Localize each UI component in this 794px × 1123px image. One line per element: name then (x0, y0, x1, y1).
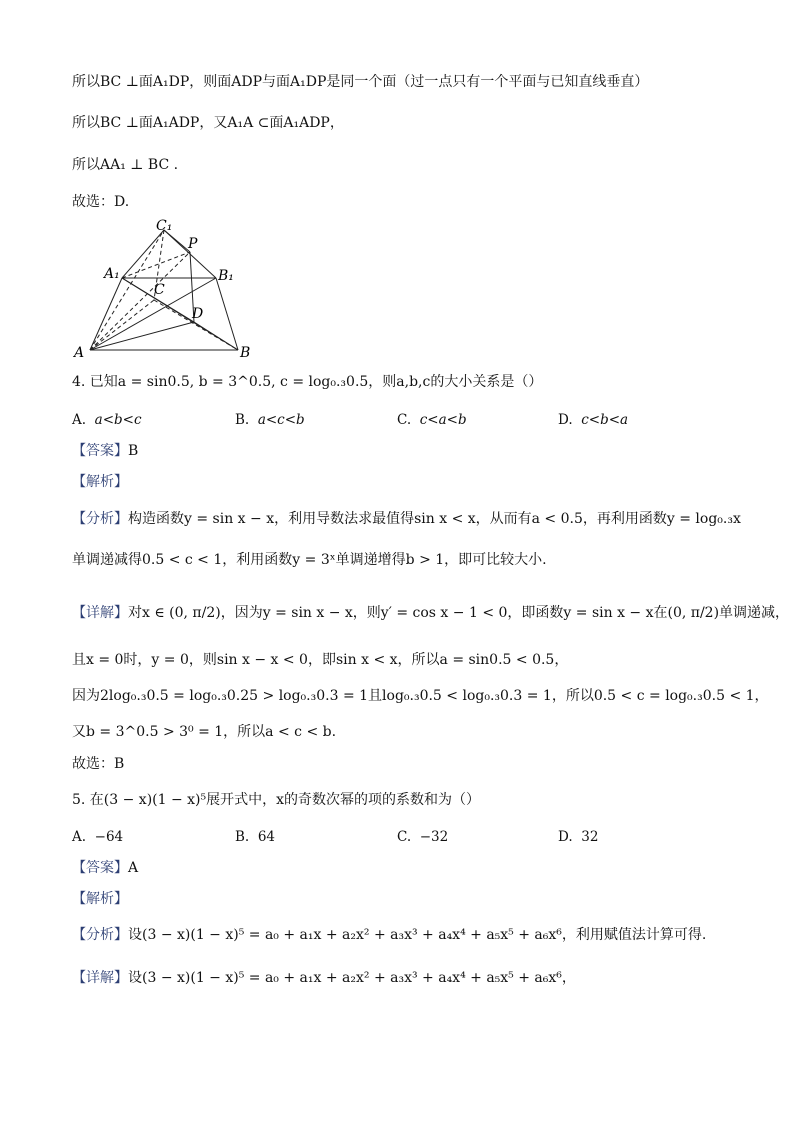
q5-answer: 【答案】A (72, 860, 139, 876)
q4-option-c: C. c<a<b (397, 412, 467, 428)
q5-option-c: C. −32 (397, 829, 449, 845)
q5-fenxi: 【分析】设(3 − x)(1 − x)⁵ = a₀ + a₁x + a₂x² + a₃x³ + a₄x⁴ + a₅x⁵ + a₆x⁶，利用赋值法计算可得. (72, 927, 707, 943)
q5-detail: 【详解】设(3 − x)(1 − x)⁵ = a₀ + a₁x + a₂x² + a₃x³ + a₄x⁴ + a₅x⁵ + a₆x⁶， (72, 970, 576, 986)
q4-detail-1: 【详解】对x ∈ (0, π/2)，因为y = sin x − x，则y′ = cos x − 1 < 0，即函数y = sin x − x在(0, π/2)单调递减， (72, 605, 790, 621)
solution-line-1: 所以BC ⊥面A₁DP，则面ADP与面A₁DP是同一个面（过一点只有一个平面与已知直线垂直） (72, 74, 649, 90)
q4-option-a: A. a<b<c (72, 412, 142, 428)
q4-analysis-tag: 【解析】 (72, 474, 128, 490)
prev-choice: 故选：D. (72, 194, 130, 210)
q4-fenxi-1: 【分析】构造函数y = sin x − x，利用导数法求最值得sin x < x，从而有a < 0.5，再利用函数y = log₀.₃x (72, 511, 741, 527)
q4-detail-4: 又b = 3^0.5 > 3⁰ = 1，所以a < c < b. (72, 724, 337, 740)
q4-answer: 【答案】B (72, 443, 139, 459)
q5-option-b: B. 64 (235, 829, 275, 845)
q4-option-d: D. c<b<a (558, 412, 629, 428)
solution-line-3: 所以AA₁ ⊥ BC . (72, 157, 179, 173)
q5-option-a: A. −64 (72, 829, 124, 845)
q4-detail-2: 且x = 0时，y = 0，则sin x − x < 0，即sin x < x，所以a = sin0.5 < 0.5， (72, 652, 569, 668)
q4-option-b: B. a<c<b (235, 412, 305, 428)
q5-stem: 5. 在(3 − x)(1 − x)⁵展开式中，x的奇数次幂的项的系数和为（） (72, 792, 481, 808)
q4-fenxi-2: 单调递减得0.5 < c < 1，利用函数y = 3ˣ单调递增得b > 1，即可比较大小. (72, 552, 547, 568)
label-a: A (74, 345, 85, 361)
label-b: B (240, 345, 251, 361)
label-a1: A₁ (104, 266, 120, 282)
label-d: D (192, 306, 204, 322)
q4-choice: 故选：B (72, 756, 125, 772)
geometry-figure (70, 218, 270, 363)
label-p: P (188, 236, 198, 252)
label-c1: C₁ (156, 218, 173, 234)
q4-detail-3: 因为2log₀.₃0.5 = log₀.₃0.25 > log₀.₃0.3 = 1且log₀.₃0.5 < log₀.₃0.3 = 1，所以0.5 < c = log₀.₃0.5 < 1， (72, 688, 769, 704)
label-b1: B₁ (218, 268, 234, 284)
label-c: C (154, 282, 165, 298)
solution-line-2: 所以BC ⊥面A₁ADP，又A₁A ⊂面A₁ADP， (72, 115, 344, 131)
q4-stem: 4. 已知a = sin0.5, b = 3^0.5, c = log₀.₃0.5，则a,b,c的大小关系是（） (72, 374, 543, 390)
q5-analysis-tag: 【解析】 (72, 891, 128, 907)
q5-option-d: D. 32 (558, 829, 599, 845)
